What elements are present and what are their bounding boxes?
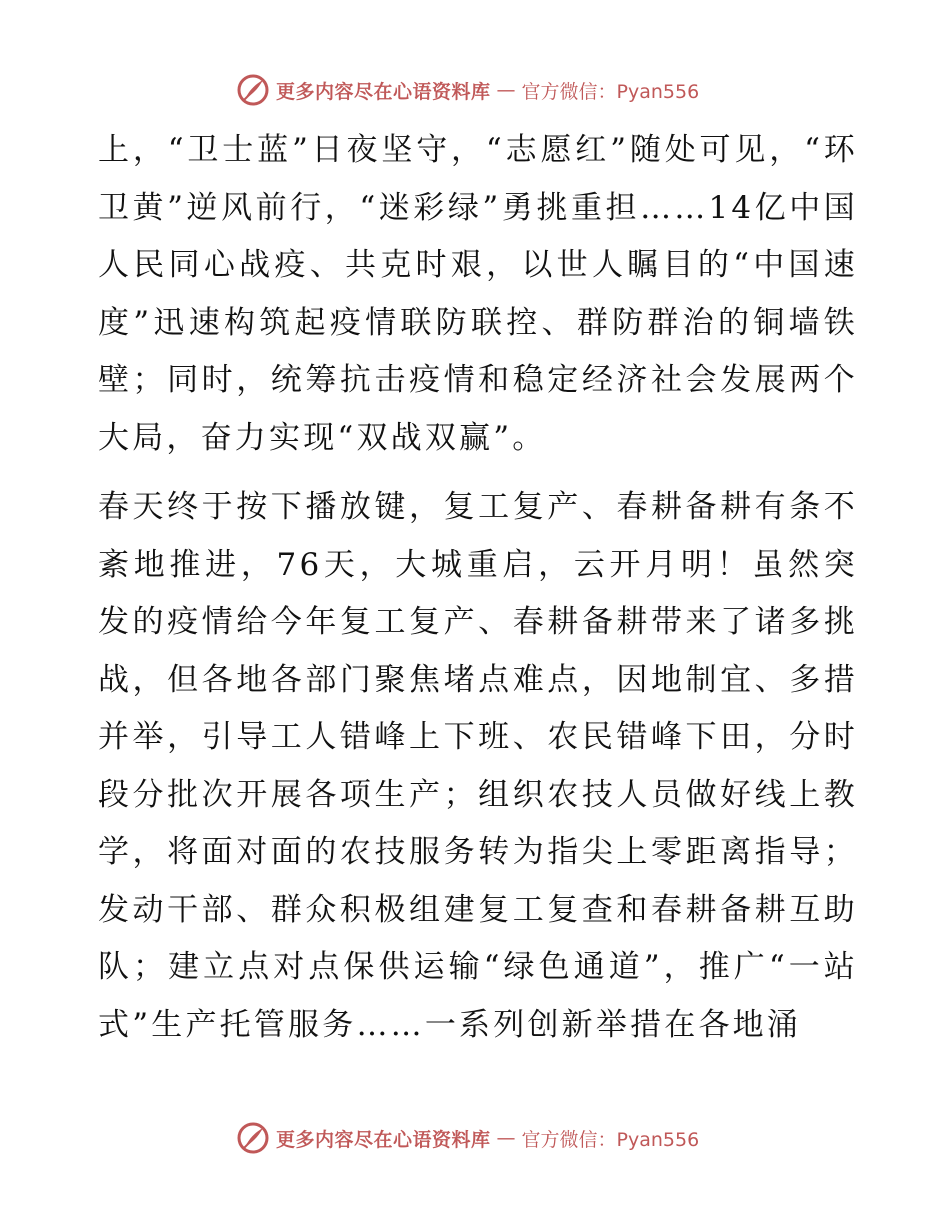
quill-logo-icon (236, 1121, 270, 1155)
banner-title: 更多内容尽在心语资料库 (276, 1128, 491, 1151)
paragraph-1: 上，“卫士蓝”日夜坚守，“志愿红”随处可见，“环卫黄”逆风前行，“迷彩绿”勇挑重担……14亿中国人民同心战疫、共克时艰，以世人瞩目的“中国速度”迅速构筑起疫情联防联控、群防群治的铜墙铁壁；同时，统筹抗击疫情和稳定经济社会发展两个大局，奋力实现“双战双赢”。 (98, 132, 858, 456)
body-text (98, 122, 858, 1054)
banner-separator: — (496, 1127, 516, 1149)
paragraph-2: 春天终于按下播放键，复工复产、春耕备耕有条不紊地推进，76天，大城重启，云开月明！虽然突发的疫情给今年复工复产、春耕备耕带来了诸多挑战，但各地各部门聚焦堵点难点，因地制宜、多措并举，引导工人错峰上下班、农民错峰下田，分时段分批次开展各项生产；组织农技人员做好线上教学，将面对面的农技服务转为指尖上零距离指导；发动干部、群众积极组建复工复查和春耕备耕互助队；建立点对点保供运输“绿色通道”，推广“一站式”生产托管服务……一系列创新举措在各地涌 (98, 489, 858, 1043)
banner-title: 更多内容尽在心语资料库 (276, 80, 491, 103)
banner-separator: — (496, 79, 516, 101)
banner-wechat-handle: 官方微信：Pyan556 (521, 1128, 700, 1151)
quill-logo-icon (236, 73, 270, 107)
header-banner (236, 72, 699, 108)
footer-banner (236, 1120, 699, 1156)
banner-wechat-handle: 官方微信：Pyan556 (521, 80, 700, 103)
